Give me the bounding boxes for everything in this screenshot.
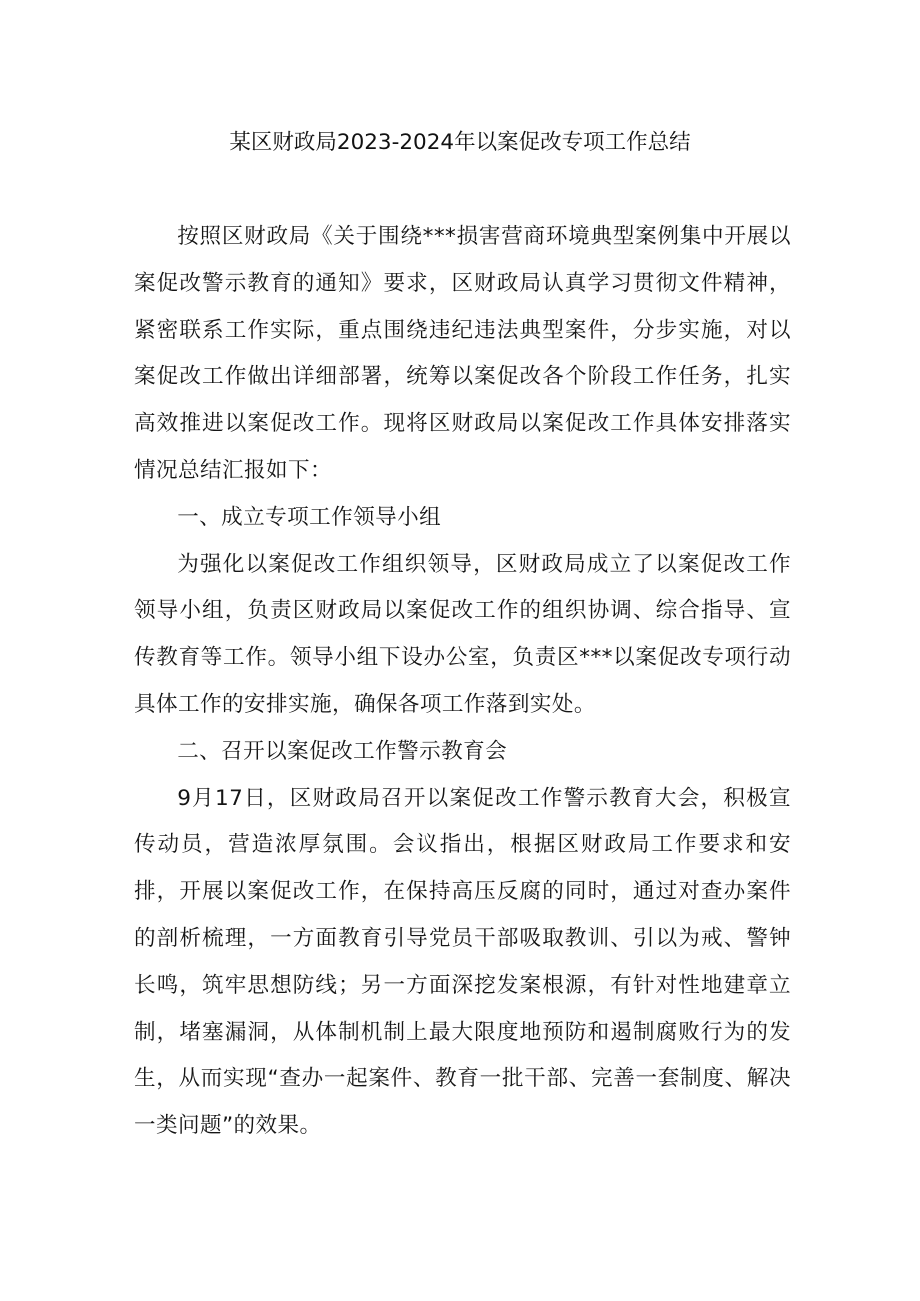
intro-paragraph: 按照区财政局《关于围绕***损害营商环境典型案例集中开展以案促改警示教育的通知》要求，区财政局认真学习贯彻文件精神，紧密联系工作实际，重点围绕违纪违法典型案件，分步实施，对以案促改工作做出详细部署，统筹以案促改各个阶段工作任务，扎实高效推进以案促改工作。现将区财政局以案促改工作具体安排落实情况总结汇报如下： [134, 224, 791, 483]
section-paragraph-2: 9月17日，区财政局召开以案促改工作警示教育大会，积极宣传动员，营造浓厚氛围。会议指出，根据区财政局工作要求和安排，开展以案促改工作，在保持高压反腐的同时，通过对查办案件的剖析梳理，一方面教育引导党员干部吸取教训、引以为戒、警钟长鸣，筑牢思想防线；另一方面深挖发案根源，有针对性地建章立制，堵塞漏洞，从体制机制上最大限度地预防和遏制腐败行为的发生，从而实现“查办一起案件、教育一批干部、完善一套制度、解决一类问题”的效果。 [134, 785, 791, 1139]
section-heading-2: 二、召开以案促改工作警示教育会 [177, 738, 508, 764]
document-body [134, 214, 791, 1150]
section-heading-1: 一、成立专项工作领导小组 [177, 504, 442, 530]
document-title: 某区财政局2023-2024年以案促改专项工作总结 [229, 130, 691, 155]
section-paragraph-1: 为强化以案促改工作组织领导，区财政局成立了以案促改工作领导小组，负责区财政局以案促改工作的组织协调、综合指导、宣传教育等工作。领导小组下设办公室，负责区***以案促改专项行动具体工作的安排实施，确保各项工作落到实处。 [134, 551, 791, 717]
